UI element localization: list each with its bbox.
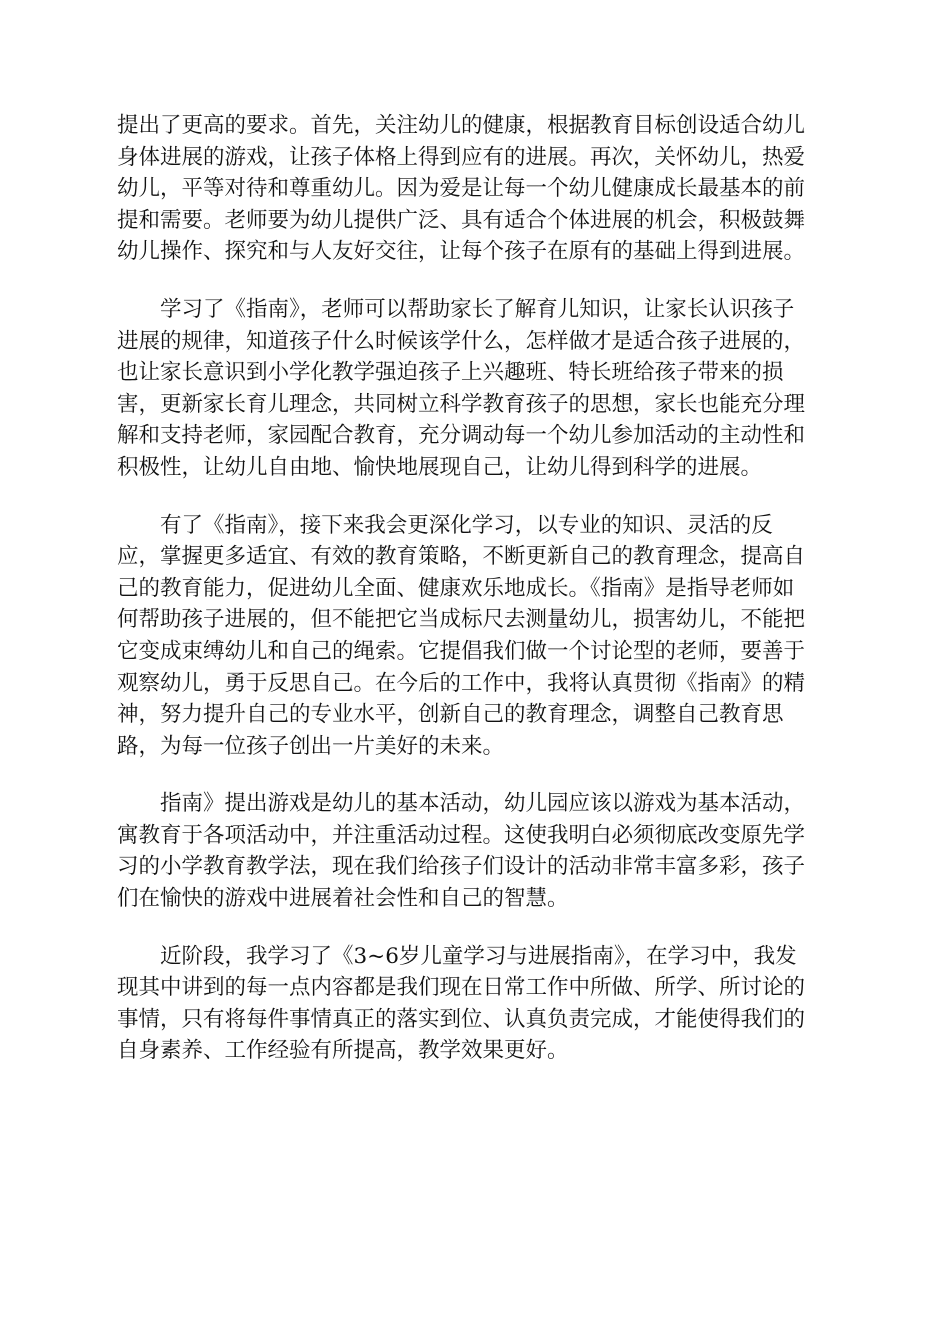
text-line: 习的小学教育教学法，现在我们给孩子们设计的活动非常丰富多彩，孩子 [117,854,806,880]
text-line: 应，掌握更多适宜、有效的教育策略，不断更新自己的教育理念，提高自 [117,544,806,570]
text-line: 身体进展的游戏，让孩子体格上得到应有的进展。再次，关怀幼儿，热爱 [117,144,806,170]
document-body [117,110,833,1067]
text-line: 学习了《指南》，老师可以帮助家长了解育儿知识，让家长认识孩子 [160,296,795,322]
text-line: 事情，只有将每件事情真正的落实到位、认真负责完成，才能使得我们的 [117,1006,806,1032]
paragraph-1 [117,110,833,268]
text-line: 寓教育于各项活动中，并注重活动过程。这使我明白必须彻底改变原先学 [117,822,806,848]
text-line: 现其中讲到的每一点内容都是我们现在日常工作中所做、所学、所讨论的 [117,975,806,1001]
text-line: 解和支持老师，家园配合教育，充分调动每一个幼儿参加活动的主动性和 [117,423,806,449]
text-line: 们在愉快的游戏中进展着社会性和自己的智慧。 [117,886,569,912]
text-line: 也让家长意识到小学化教学强迫孩子上兴趣班、特长班给孩子带来的损 [117,360,784,386]
paragraph-3 [117,510,833,763]
text-line: 进展的规律，知道孩子什么时候该学什么，怎样做才是适合孩子进展的， [117,328,806,354]
text-line: 己的教育能力，促进幼儿全面、健康欢乐地成长。《指南》是指导老师如 [117,575,795,601]
text-line: 它变成束缚幼儿和自己的绳索。它提倡我们做一个讨论型的老师，要善于 [117,638,806,664]
text-line: 路，为每一位孩子创出一片美好的未来。 [117,733,505,759]
paragraph-2 [117,294,833,484]
text-line: 幼儿，平等对待和尊重幼儿。因为爱是让每一个幼儿健康成长最基本的前 [117,176,806,202]
text-line: 害，更新家长育儿理念，共同树立科学教育孩子的思想，家长也能充分理 [117,391,806,417]
paragraph-4 [117,788,833,914]
text-line: 观察幼儿，勇于反思自己。在今后的工作中，我将认真贯彻《指南》的精 [117,670,806,696]
text-line: 积极性，让幼儿自由地、愉快地展现自己，让幼儿得到科学的进展。 [117,454,763,480]
text-line: 自身素养、工作经验有所提高，教学效果更好。 [117,1038,569,1064]
text-line: 提和需要。老师要为幼儿提供广泛、具有适合个体进展的机会，积极鼓舞 [117,207,806,233]
text-line: 提出了更高的要求。首先，关注幼儿的健康，根据教育目标创设适合幼儿 [117,113,806,138]
text-line: 幼儿操作、探究和与人友好交往，让每个孩子在原有的基础上得到进展。 [117,239,806,265]
text-line: 指南》提出游戏是幼儿的基本活动，幼儿园应该以游戏为基本活动， [160,791,806,817]
text-line: 神，努力提升自己的专业水平，创新自己的教育理念，调整自己教育思 [117,702,784,728]
text-line: 何帮助孩子进展的，但不能把它当成标尺去测量幼儿，损害幼儿，不能把 [117,607,806,633]
paragraph-5 [117,941,833,1067]
text-line: 近阶段，我学习了《3~6岁儿童学习与进展指南》，在学习中，我发 [160,943,797,969]
text-line: 有了《指南》，接下来我会更深化学习，以专业的知识、灵活的反 [160,512,773,538]
